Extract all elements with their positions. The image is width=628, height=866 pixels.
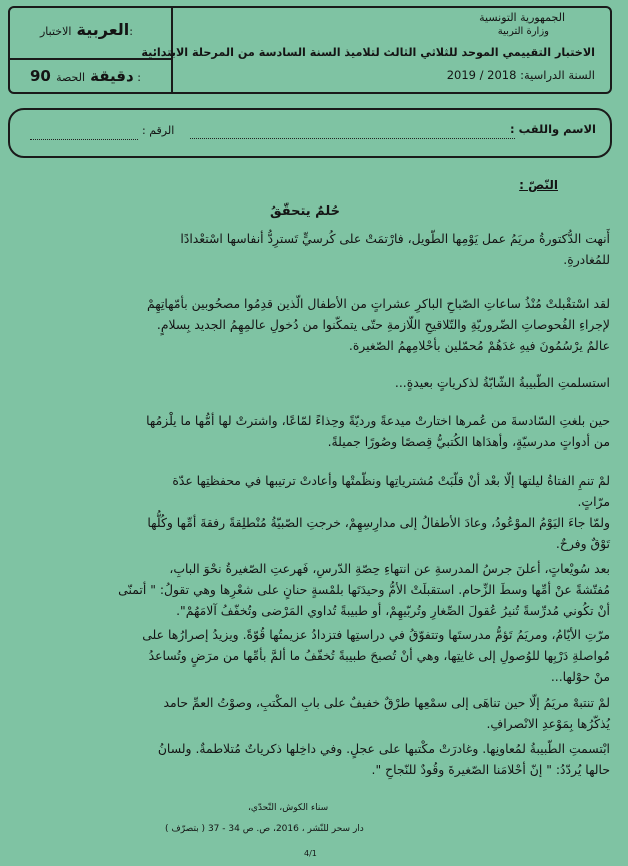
paragraph (20, 692, 610, 734)
paragraph-line: بعد سُويْعاتٍ، أعلنَ جرسُ المدرسةِ عن انتهاءِ حِصّةِ الدّرسِ، فَهرعتِ الصّغيرةُ نحْوَ البابِ، (169, 561, 610, 576)
paragraph (20, 624, 610, 687)
paragraph-line: مرّاتٍ. (577, 494, 610, 509)
subject-value: العربية (76, 20, 130, 39)
paragraph-line: تَوْقٌ وفرحٌ. (555, 536, 610, 551)
republic-label: الجمهورية التونسية (479, 11, 565, 24)
number-label: الرقم : (142, 124, 175, 137)
paragraph (20, 558, 610, 621)
paragraph-line: مُفتّشةً عنْ أمِّها وسطَ الزِّحام. استقبلَتْ الأمُّ وحيدَتَها بلمْسةٍ حنانٍ على شعْرِها وهي تقولُ: " أتمنّى (118, 582, 610, 597)
story-title: حُلمٌ يتحقّقُ (270, 204, 341, 219)
school-year: السنة الدراسية: 2018 / 2019 (446, 68, 595, 82)
subject-field (40, 20, 133, 39)
paragraph-line: مرّتِ الأيّامُ، ومريَمُ تَؤمُّ مدرستَها وتتفوّقُ في دراستِها فتزدادُ عزيمتُها قُوّةً. ويزيدُ إصرارُها على (142, 627, 610, 642)
paragraph-line: للمُغادرةِ. (563, 252, 610, 267)
paragraph (20, 410, 610, 452)
paragraph (20, 470, 610, 512)
paragraph-line: يُذكّرُها بِمَوْعدِ الانْصرافِ. (486, 716, 610, 731)
paragraph-line: منْ حوْلها... (550, 669, 610, 684)
source-author: سناء الكوش، التّحدّي، (248, 803, 329, 813)
paragraph (20, 512, 610, 554)
paragraph (20, 293, 610, 356)
paragraph-line: لإجراءِ الفُحوصاتِ الضّروريّةِ والتّلاقيحِ اللّازمةِ حتّى يتمكّنوا من دُخولِ عالمِهِمُ الجديد بِسلامٍ. (156, 317, 610, 332)
paragraph-line: حين بلغتِ السّادسةَ من عُمرها اختارتْ ميدعةً ورديّةً وحِذاءً لمّاعًا، واشترتْ لها أمُّها ما يلْزمُها (146, 413, 610, 428)
duration-field (30, 66, 141, 85)
paragraph-line: أَنهت الدُّكتورةُ مريَمُ عمل يَوْمِها الطّويل، فارْتمَتْ على كُرسيٍّ تَسترِدُّ أنفاسها اسْتعْدادًا (180, 231, 610, 246)
paragraph-line: من أدواتٍ مدرسيّةٍ، وأهدَاها الكُتبيُّ قِصصًا وصُورًا جميلةً. (327, 434, 610, 449)
exam-title: الاختبار التقييمي الموحد للثلاثي الثالث لتلاميذ السنة السادسة من المرحلة الابتدائية (141, 46, 595, 59)
name-label: الاسم واللقب : (510, 122, 596, 136)
paragraph-line: أنْ تكُوني مُدرِّسةً تُنيرُ عُقولَ الصِّغارِ وتُربّيهِمْ، أو طبيبةً تُداوي المَرْضى وتُخفّفُ آلامَهُمْ". (176, 603, 610, 618)
ministry-label: وزارة التربية (497, 26, 549, 37)
student-info-box (8, 108, 612, 158)
section-label: النّصّ : (519, 178, 558, 192)
page-number: 4/1 (304, 849, 317, 858)
paragraph-line: مُواصلةِ دَرْبِها للوُصولِ إلى غايتِها، وهي أنْ تُصبحَ طبيبةً تُخفّفُ ما ألمَّ بأمِّها من مرَضٍ وتُساعدُ (148, 648, 610, 663)
duration-value: 90 دقيقة (30, 67, 134, 85)
name-field[interactable] (190, 138, 515, 139)
paragraph-line: حالها يُردّدُ: " إنّ أحْلامَنا الصّغيرةَ وقُودٌ للنّجاحِ ". (371, 762, 610, 777)
paragraph-line: ولمّا جاءَ اليَوْمُ الموْعُودُ، وعادَ الأطفالُ إلى مدارِسِهِمْ، خرجتِ الصّبيّةُ مُنْطلِقةً رفقةَ أمِّها وكُلُّها (147, 515, 610, 530)
exam-header (8, 6, 612, 94)
duration-label: الحصة : (56, 71, 141, 84)
paragraph-line: لمْ تنمِ الفتاةُ ليلتها إلّا بعْد أنْ قلّبَتْ مُشترياتِها ونظّمتْها وأعادتْ ترتيبها في محفظتِها عدّة (172, 473, 610, 488)
paragraph (20, 738, 610, 780)
number-field[interactable] (30, 139, 138, 140)
paragraph (20, 372, 610, 393)
paragraph-line: لقد اسْتقْبلتْ مُنْذُ ساعاتِ الصّباحِ الباكرِ عشراتٍ من الأطفال الّذين قدِمُوا مصحُوبين بأمّهاتِهِمْ (146, 296, 610, 311)
paragraph-line: لمْ تنتبهْ مريَمُ إلّا حين تناهَى إلى سمْعِها طرْقٌ خفيفٌ على بابِ المكْتبِ، وصوْتُ العمِّ حامد (163, 695, 610, 710)
source-publisher: دار سحر للنّشر ، 2016، ص. ص 34 - 37 ( بتصرّف ) (165, 824, 364, 834)
paragraph-line: ابْتسمتِ الطّبيبةُ لمُعاونِها. وغادرَتْ مكْتبها على عجلٍ. وفي داخِلها ذكرياتٌ مُتلاطمةٌ. ولسانُ (157, 741, 610, 756)
paragraph (20, 228, 610, 270)
paragraph-line: استسلمتِ الطّبيبةُ الشّابّةُ لذكرياتٍ بعيدةٍ... (394, 375, 610, 390)
subject-label: الاختبار: (40, 25, 133, 38)
paragraph-line: عالمٌ يرْسُمُونَ فيهِ غدَهُمْ مُحمّلين بأحْلامِهمُ الصّغيرة. (348, 338, 610, 353)
